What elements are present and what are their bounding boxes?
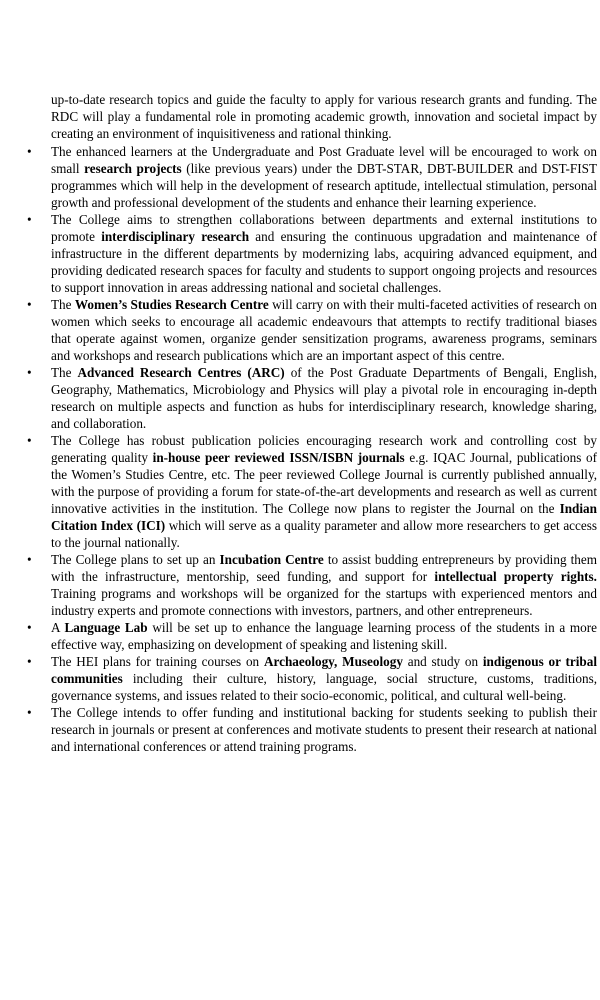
item-text: will be set up to enhance the language learning process of the students in a more effective way, emphasizing on development of speaking and listening skill. xyxy=(51,620,598,652)
bullet-icon: • xyxy=(27,654,32,669)
item-text: The HEI plans for training courses on xyxy=(51,654,264,669)
item-text: will carry on with their multi-faceted activities of research on women which seeks to encourage all academic endeavours that attempts to rectify traditional biases that operate against women, organize gender sensitization programs, awareness programs, seminars and workshops and research publications which are an important aspect of this centre. xyxy=(51,297,597,363)
item-text: The College has robust publication policies encouraging research work and controlling cost by generating quality xyxy=(51,433,597,465)
list-item xyxy=(0,296,600,364)
item-text: and study on xyxy=(402,654,483,669)
item-text: to assist budding entrepreneurs by providing them with the infrastructure, mentorship, seed funding, and support for xyxy=(51,552,597,584)
bullet-icon: • xyxy=(27,144,32,159)
item-bold-text: Advanced Research Centres (ARC) xyxy=(77,365,285,380)
list-item xyxy=(0,551,600,619)
item-text: The enhanced learners at the Undergraduate and Post Graduate level will be encouraged to work on small xyxy=(51,144,597,176)
item-text: The College intends to offer funding and institutional backing for students seeking to publish their research in journals or present at conferences and motivate students to present their research at national and international conferences or attend training programs. xyxy=(51,705,597,754)
bullet-icon: • xyxy=(27,297,32,312)
bullet-icon: • xyxy=(27,620,32,635)
item-bold-text: Language Lab xyxy=(64,620,148,635)
item-text: The College aims to strengthen collaborations between departments and external institutions to promote xyxy=(51,212,597,244)
item-bold-text: Incubation Centre xyxy=(219,552,324,567)
item-text: The xyxy=(51,297,75,312)
item-bold-text: interdisciplinary research xyxy=(101,229,250,244)
item-bold-text: indigenous or tribal communities xyxy=(51,654,598,686)
bullet-icon: • xyxy=(27,433,32,448)
item-bold-text: research projects xyxy=(84,161,182,176)
bullet-icon: • xyxy=(27,212,32,227)
item-text: A xyxy=(51,620,65,635)
item-text: including their culture, history, language, social structure, customs, traditions, governance systems, and issues related to their socio-economic, political, and cultural well-being. xyxy=(51,671,597,703)
intro-paragraph: up-to-date research topics and guide the faculty to apply for various research grants and funding. The RDC will play a fundamental role in promoting academic growth, innovation and societal impact by creating an environment of inquisitiveness and rational thinking. xyxy=(51,92,597,141)
item-bold-text: intellectual property rights. xyxy=(434,569,597,584)
list-item xyxy=(0,143,600,211)
item-text: The xyxy=(51,365,78,380)
item-text: e.g. IQAC Journal, publications of the Women’s Studies Centre, etc. The peer reviewed College Journal is currently published annually, with the purpose of providing a forum for state-of-the-art developments and research as well as current innovative activities in the institution. The College now plans to register the Journal on the xyxy=(51,450,598,516)
item-bold-text: in-house peer reviewed ISSN/ISBN journals xyxy=(152,450,405,465)
item-text: and ensuring the continuous upgradation and maintenance of infrastructure in the different departments by modernizing labs, acquiring advanced equipment, and providing dedicated research spaces for faculty and students to support ongoing projects and resources to support innovation in areas addressing national and societal challenges. xyxy=(51,229,598,295)
item-text: which will serve as a quality parameter and allow more researchers to get access to the journal nationally. xyxy=(51,518,597,550)
list-item xyxy=(0,704,600,755)
item-text: of the Post Graduate Departments of Bengali, English, Geography, Mathematics, Microbiology and Physics will play a pivotal role in encouraging in-depth research on multiple aspects and function as hubs for interdisciplinary research, knowledge sharing, and collaboration. xyxy=(51,365,597,431)
item-text: The College plans to set up an xyxy=(51,552,220,567)
bullet-icon: • xyxy=(27,365,32,380)
list-item xyxy=(0,432,600,551)
list-item xyxy=(0,619,600,653)
list-item xyxy=(0,211,600,296)
bullet-icon: • xyxy=(27,705,32,720)
list-item xyxy=(0,364,600,432)
bullet-icon: • xyxy=(27,552,32,567)
item-text: Training programs and workshops will be organized for the startups with experienced mentors and industry experts and promote connections with investors, partners, and other entrepreneurs. xyxy=(51,586,597,618)
bullet-list xyxy=(0,143,600,755)
item-text: (like previous years) under the DBT-STAR, DBT-BUILDER and DST-FIST programmes which will help in the development of research aptitude, intellectual stimulation, personal growth and professional development of the students and enhance their learning experience. xyxy=(51,161,597,210)
item-bold-text: Archaeology, Museology xyxy=(263,654,403,669)
list-item xyxy=(0,653,600,704)
item-bold-text: Women’s Studies Research Centre xyxy=(74,297,269,312)
item-bold-text: Indian Citation Index (ICI) xyxy=(51,501,597,533)
